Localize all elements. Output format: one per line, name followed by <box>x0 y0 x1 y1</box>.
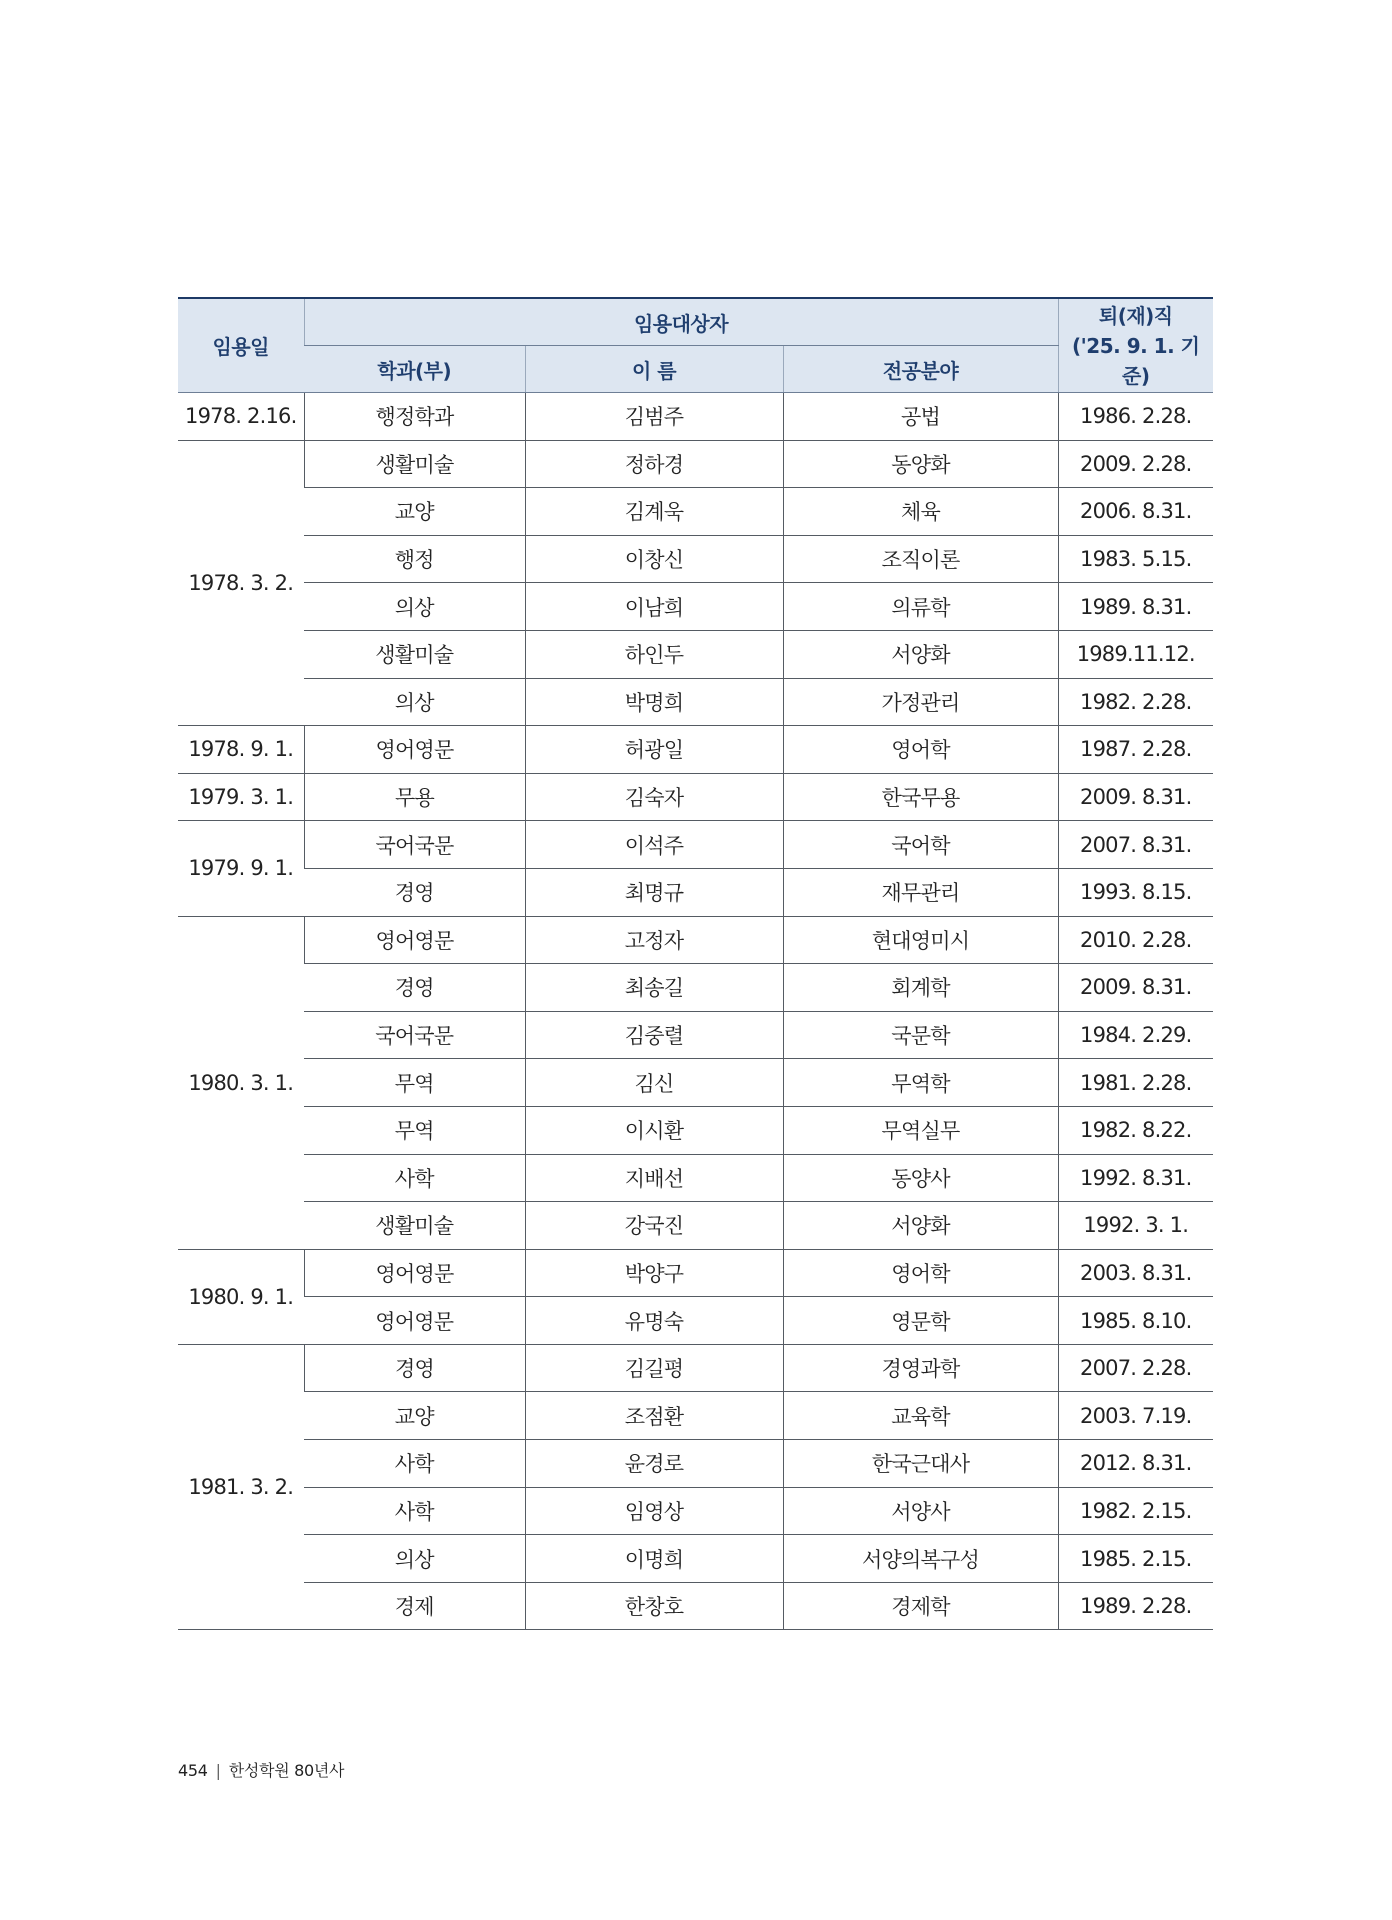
retirement-date-cell: 1981. 2.28. <box>1058 1059 1213 1107</box>
major-field-cell: 서양사 <box>783 1487 1058 1535</box>
name-cell: 고정자 <box>525 916 783 964</box>
retirement-date-cell: 2003. 7.19. <box>1058 1392 1213 1440</box>
name-cell: 이남희 <box>525 583 783 631</box>
table-row <box>178 630 1213 678</box>
department-cell: 행정학과 <box>304 393 525 441</box>
department-cell: 교양 <box>304 488 525 536</box>
major-field-cell: 동양화 <box>783 440 1058 488</box>
table-row <box>178 393 1213 441</box>
major-field-cell: 경제학 <box>783 1582 1058 1630</box>
appointment-date-cell: 1981. 3. 2. <box>178 1344 304 1630</box>
major-field-cell: 서양화 <box>783 630 1058 678</box>
footer-separator: | <box>215 1761 221 1780</box>
department-cell: 무역 <box>304 1106 525 1154</box>
page-number: 454 <box>178 1761 208 1780</box>
retirement-date-cell: 2009. 2.28. <box>1058 440 1213 488</box>
retirement-date-cell: 1989. 8.31. <box>1058 583 1213 631</box>
major-field-cell: 한국무용 <box>783 773 1058 821</box>
name-cell: 최명규 <box>525 868 783 916</box>
appointment-date-cell: 1978. 9. 1. <box>178 726 304 774</box>
retirement-date-cell: 1985. 2.15. <box>1058 1535 1213 1583</box>
retirement-date-cell: 1983. 5.15. <box>1058 535 1213 583</box>
table-row <box>178 726 1213 774</box>
table-row <box>178 678 1213 726</box>
major-field-cell: 무역실무 <box>783 1106 1058 1154</box>
table-row <box>178 440 1213 488</box>
table-row <box>178 488 1213 536</box>
major-field-cell: 서양의복구성 <box>783 1535 1058 1583</box>
table-row <box>178 1344 1213 1392</box>
retirement-date-cell: 1993. 8.15. <box>1058 868 1213 916</box>
major-field-cell: 무역학 <box>783 1059 1058 1107</box>
name-cell: 이창신 <box>525 535 783 583</box>
name-cell: 김계욱 <box>525 488 783 536</box>
appointment-table <box>178 297 1213 1630</box>
retirement-date-cell: 1982. 8.22. <box>1058 1106 1213 1154</box>
header-retirement <box>1058 298 1213 393</box>
major-field-cell: 경영과학 <box>783 1344 1058 1392</box>
name-cell: 박명희 <box>525 678 783 726</box>
department-cell: 생활미술 <box>304 1202 525 1250</box>
name-cell: 지배선 <box>525 1154 783 1202</box>
table-row <box>178 1582 1213 1630</box>
name-cell: 최송길 <box>525 964 783 1012</box>
name-cell: 김숙자 <box>525 773 783 821</box>
table-row <box>178 535 1213 583</box>
department-cell: 경영 <box>304 964 525 1012</box>
retirement-date-cell: 1984. 2.29. <box>1058 1011 1213 1059</box>
name-cell: 조점환 <box>525 1392 783 1440</box>
retirement-date-cell: 1989.11.12. <box>1058 630 1213 678</box>
header-retirement-line2: ('25. 9. 1. 기준) <box>1072 333 1200 388</box>
retirement-date-cell: 1986. 2.28. <box>1058 393 1213 441</box>
department-cell: 사학 <box>304 1487 525 1535</box>
table-row <box>178 821 1213 869</box>
name-cell: 이명희 <box>525 1535 783 1583</box>
table-row <box>178 773 1213 821</box>
retirement-date-cell: 1982. 2.15. <box>1058 1487 1213 1535</box>
retirement-date-cell: 1992. 3. 1. <box>1058 1202 1213 1250</box>
department-cell: 생활미술 <box>304 440 525 488</box>
table-row <box>178 1440 1213 1488</box>
name-cell: 이석주 <box>525 821 783 869</box>
name-cell: 김범주 <box>525 393 783 441</box>
header-major-field: 전공분야 <box>783 346 1058 393</box>
retirement-date-cell: 2006. 8.31. <box>1058 488 1213 536</box>
table-row <box>178 1297 1213 1345</box>
name-cell: 한창호 <box>525 1582 783 1630</box>
department-cell: 영어영문 <box>304 1249 525 1297</box>
table-row <box>178 1487 1213 1535</box>
name-cell: 김신 <box>525 1059 783 1107</box>
retirement-date-cell: 2007. 8.31. <box>1058 821 1213 869</box>
retirement-date-cell: 2012. 8.31. <box>1058 1440 1213 1488</box>
department-cell: 의상 <box>304 583 525 631</box>
header-retirement-line1: 퇴(재)직 <box>1098 303 1173 328</box>
major-field-cell: 조직이론 <box>783 535 1058 583</box>
department-cell: 교양 <box>304 1392 525 1440</box>
book-title: 한성학원 80년사 <box>228 1761 345 1780</box>
department-cell: 경제 <box>304 1582 525 1630</box>
retirement-date-cell: 1989. 2.28. <box>1058 1582 1213 1630</box>
department-cell: 경영 <box>304 868 525 916</box>
retirement-date-cell: 2010. 2.28. <box>1058 916 1213 964</box>
header-name: 이 름 <box>525 346 783 393</box>
major-field-cell: 영어학 <box>783 1249 1058 1297</box>
major-field-cell: 서양화 <box>783 1202 1058 1250</box>
department-cell: 사학 <box>304 1440 525 1488</box>
department-cell: 의상 <box>304 678 525 726</box>
major-field-cell: 체육 <box>783 488 1058 536</box>
department-cell: 생활미술 <box>304 630 525 678</box>
major-field-cell: 국어학 <box>783 821 1058 869</box>
name-cell: 박양구 <box>525 1249 783 1297</box>
name-cell: 김길평 <box>525 1344 783 1392</box>
major-field-cell: 공법 <box>783 393 1058 441</box>
name-cell: 허광일 <box>525 726 783 774</box>
department-cell: 영어영문 <box>304 1297 525 1345</box>
department-cell: 무역 <box>304 1059 525 1107</box>
table-row <box>178 964 1213 1012</box>
table-row <box>178 916 1213 964</box>
retirement-date-cell: 1982. 2.28. <box>1058 678 1213 726</box>
appointment-date-cell: 1979. 9. 1. <box>178 821 304 916</box>
name-cell: 임영상 <box>525 1487 783 1535</box>
department-cell: 영어영문 <box>304 726 525 774</box>
retirement-date-cell: 1985. 8.10. <box>1058 1297 1213 1345</box>
department-cell: 경영 <box>304 1344 525 1392</box>
table-row <box>178 583 1213 631</box>
major-field-cell: 동양사 <box>783 1154 1058 1202</box>
major-field-cell: 의류학 <box>783 583 1058 631</box>
appointment-date-cell: 1980. 9. 1. <box>178 1249 304 1344</box>
retirement-date-cell: 2009. 8.31. <box>1058 964 1213 1012</box>
retirement-date-cell: 1987. 2.28. <box>1058 726 1213 774</box>
department-cell: 행정 <box>304 535 525 583</box>
name-cell: 윤경로 <box>525 1440 783 1488</box>
table-header <box>178 298 1213 393</box>
header-appointees: 임용대상자 <box>304 298 1058 346</box>
department-cell: 국어국문 <box>304 1011 525 1059</box>
appointment-date-cell: 1978. 2.16. <box>178 393 304 441</box>
retirement-date-cell: 2003. 8.31. <box>1058 1249 1213 1297</box>
name-cell: 하인두 <box>525 630 783 678</box>
major-field-cell: 회계학 <box>783 964 1058 1012</box>
major-field-cell: 국문학 <box>783 1011 1058 1059</box>
retirement-date-cell: 2007. 2.28. <box>1058 1344 1213 1392</box>
retirement-date-cell: 1992. 8.31. <box>1058 1154 1213 1202</box>
name-cell: 이시환 <box>525 1106 783 1154</box>
page-footer <box>178 1758 344 1781</box>
name-cell: 강국진 <box>525 1202 783 1250</box>
appointment-date-cell: 1980. 3. 1. <box>178 916 304 1249</box>
table-row <box>178 1059 1213 1107</box>
major-field-cell: 교육학 <box>783 1392 1058 1440</box>
table-row <box>178 1202 1213 1250</box>
department-cell: 국어국문 <box>304 821 525 869</box>
name-cell: 유명숙 <box>525 1297 783 1345</box>
table-row <box>178 1106 1213 1154</box>
retirement-date-cell: 2009. 8.31. <box>1058 773 1213 821</box>
department-cell: 무용 <box>304 773 525 821</box>
table-row <box>178 1392 1213 1440</box>
department-cell: 영어영문 <box>304 916 525 964</box>
major-field-cell: 한국근대사 <box>783 1440 1058 1488</box>
table-body <box>178 393 1213 1630</box>
appointment-date-cell: 1979. 3. 1. <box>178 773 304 821</box>
major-field-cell: 가정관리 <box>783 678 1058 726</box>
major-field-cell: 재무관리 <box>783 868 1058 916</box>
department-cell: 사학 <box>304 1154 525 1202</box>
major-field-cell: 영어학 <box>783 726 1058 774</box>
header-appointment-date: 임용일 <box>178 298 304 393</box>
major-field-cell: 현대영미시 <box>783 916 1058 964</box>
name-cell: 정하경 <box>525 440 783 488</box>
header-department: 학과(부) <box>304 346 525 393</box>
table-row <box>178 1249 1213 1297</box>
table-row <box>178 1535 1213 1583</box>
major-field-cell: 영문학 <box>783 1297 1058 1345</box>
department-cell: 의상 <box>304 1535 525 1583</box>
table-row <box>178 1011 1213 1059</box>
appointment-date-cell: 1978. 3. 2. <box>178 440 304 726</box>
table-row <box>178 868 1213 916</box>
table-row <box>178 1154 1213 1202</box>
name-cell: 김중렬 <box>525 1011 783 1059</box>
